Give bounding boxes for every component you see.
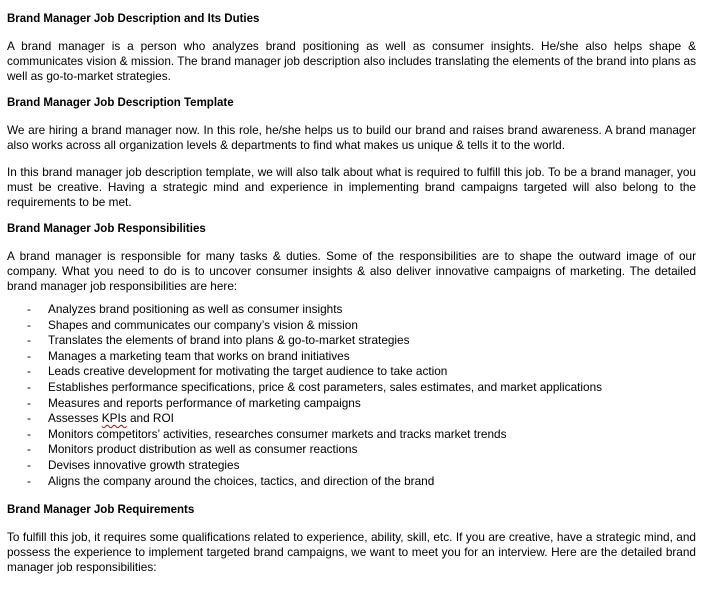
list-item-text: Establishes performance specifications, price & cost parameters, sales estimates, and market applications	[48, 379, 603, 394]
list-item	[7, 427, 696, 443]
responsibilities-list	[7, 302, 696, 489]
dash-bullet: -	[27, 442, 31, 457]
dash-bullet: -	[27, 379, 31, 394]
dash-bullet: -	[27, 473, 31, 488]
list-item	[7, 349, 696, 365]
list-item-text: Aligns the company around the choices, tactics, and direction of the brand	[48, 473, 435, 488]
dash-bullet: -	[27, 411, 31, 426]
list-item-text: Translates the elements of brand into plans & go-to-market strategies	[48, 333, 410, 348]
duties-paragraph: A brand manager is a person who analyzes brand positioning as well as consumer insights. He/she also helps shape & communicates vision & mission. The brand manager job description also includes translating the elements of the brand into plans as well as go-to-market strategies.	[7, 39, 696, 83]
spellcheck-squiggle: KPIs	[101, 411, 127, 426]
list-item-text: Manages a marketing team that works on brand initiatives	[48, 348, 350, 363]
list-item	[7, 396, 696, 412]
dash-bullet: -	[27, 364, 31, 379]
list-item-text: Devises innovative growth strategies	[48, 457, 240, 472]
dash-bullet: -	[27, 426, 31, 441]
list-item-text: Shapes and communicates our company’s vision & mission	[48, 317, 358, 332]
list-item-text: Analyzes brand positioning as well as consumer insights	[48, 302, 343, 316]
list-item-text: Assesses KPIs and ROI	[48, 411, 174, 426]
dash-bullet: -	[27, 317, 31, 332]
dash-bullet: -	[27, 302, 31, 316]
list-item	[7, 302, 696, 318]
heading-responsibilities: Brand Manager Job Responsibilities	[7, 223, 206, 235]
list-item-text: Measures and reports performance of marketing campaigns	[48, 395, 361, 410]
template-paragraph-2: In this brand manager job description template, we will also talk about what is required to fulfill this job. To be a brand manager, you must be creative. Having a strategic mind and experience in implementing brand campaigns targeted will also belong to the requirements to be met.	[7, 165, 696, 209]
template-paragraph-1: We are hiring a brand manager now. In this role, he/she helps us to build our brand and raises brand awareness. A brand manager also works across all organization levels & departments to find what makes us unique & tells it to the world.	[7, 123, 696, 152]
list-item-text: Monitors product distribution as well as consumer reactions	[48, 442, 358, 457]
list-item	[7, 411, 696, 427]
dash-bullet: -	[27, 395, 31, 410]
requirements-paragraph: To fulfill this job, it requires some qualifications related to experience, ability, skill, etc. If you are creative, have a strategic mind, and possess the experience to implement targeted brand campaigns, we want to meet you for an interview. Here are the detailed brand manager job responsibilities:	[7, 530, 696, 575]
heading-template: Brand Manager Job Description Template	[7, 97, 234, 109]
list-item	[7, 333, 696, 349]
dash-bullet: -	[27, 348, 31, 363]
heading-duties: Brand Manager Job Description and Its Duties	[7, 13, 260, 25]
dash-bullet: -	[27, 457, 31, 472]
heading-requirements: Brand Manager Job Requirements	[7, 504, 195, 517]
list-item	[7, 380, 696, 396]
list-item-text: Monitors competitors’ activities, researches consumer markets and tracks market trends	[48, 426, 507, 441]
list-item	[7, 364, 696, 380]
list-item	[7, 318, 696, 334]
list-item-text: Leads creative development for motivating the target audience to take action	[48, 364, 448, 379]
list-item	[7, 458, 696, 474]
list-item	[7, 474, 696, 490]
list-item	[7, 442, 696, 458]
dash-bullet: -	[27, 333, 31, 348]
responsibilities-paragraph: A brand manager is responsible for many tasks & duties. Some of the responsibilities are to shape the outward image of our company. What you need to do is to uncover consumer insights & also deliver innovative campaigns of marketing. The detailed brand manager job responsibilities are here:	[7, 249, 696, 293]
